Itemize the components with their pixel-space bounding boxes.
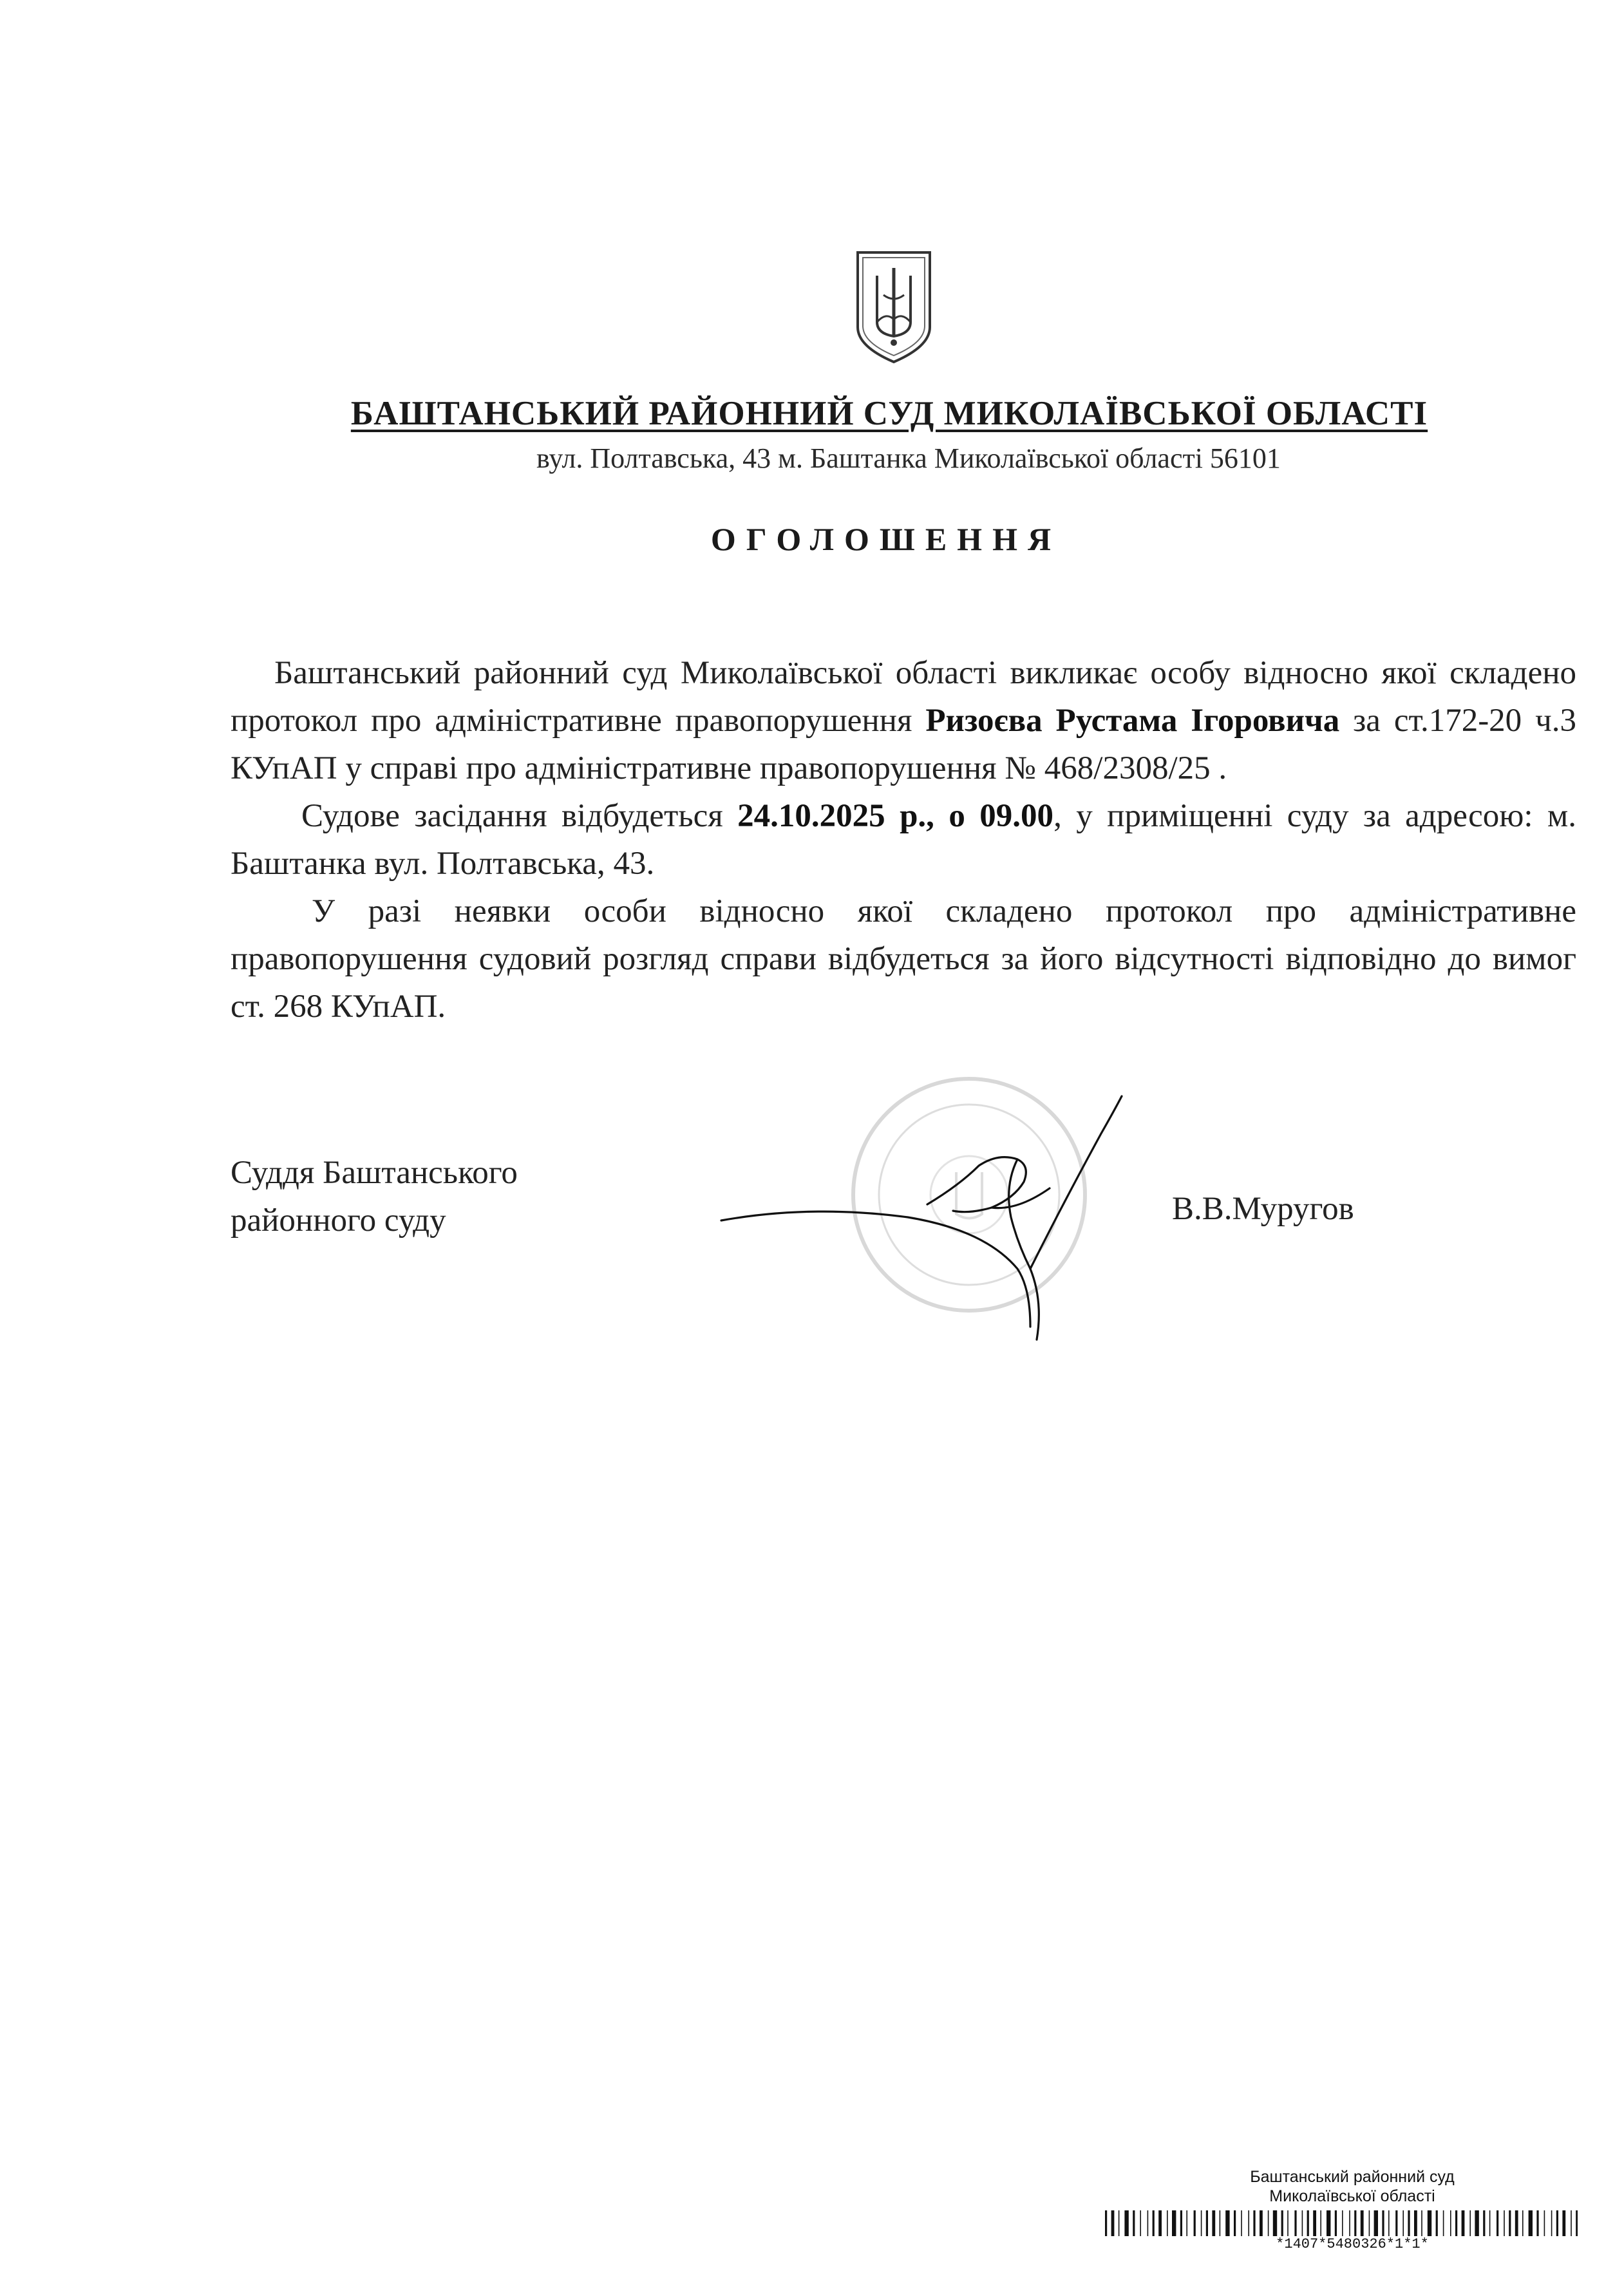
footer-court-label: [1198, 2167, 1507, 2206]
summons-text-start: Баштанський районний суд Миколаївської області викликає особу відносно якої складено протокол про адміністративне правопорушення: [231, 655, 1576, 739]
barcode-bar: [1562, 2210, 1565, 2236]
barcode-bar: [1475, 2210, 1478, 2236]
barcode-bar: [1260, 2210, 1263, 2236]
barcode-bar: [1119, 2210, 1120, 2236]
court-stamp-icon: [853, 1079, 1085, 1311]
barcode-bar: [1133, 2210, 1135, 2236]
judge-position-line1: Суддя Баштанського: [231, 1155, 518, 1191]
announcement-body: [231, 649, 1576, 1030]
barcode-bar: [1576, 2210, 1578, 2236]
judge-position-line2: районного суду: [231, 1202, 446, 1239]
barcode-bar: [1186, 2210, 1187, 2236]
barcode-bar: [1268, 2210, 1269, 2236]
barcode-bar: [1450, 2210, 1451, 2236]
barcode-bar: [1544, 2210, 1545, 2236]
barcode-bar: [1374, 2210, 1378, 2236]
barcode-bar: [1489, 2210, 1491, 2236]
barcode-bar: [1241, 2210, 1242, 2236]
barcode-bar: [1273, 2210, 1277, 2236]
barcode-bar: [1571, 2210, 1572, 2236]
barcode-bar: [1220, 2210, 1221, 2236]
barcode-bar: [1320, 2210, 1321, 2236]
footer-label-line1: Баштанський районний суд: [1250, 2168, 1455, 2186]
summons-text-end: за ст.172-20 ч.3 КУпАП у справі про адміністративне правопорушення № 468/2308/25 .: [231, 703, 1576, 786]
barcode-bar: [1469, 2210, 1471, 2236]
barcode-bar: [1395, 2210, 1397, 2236]
barcode-bar: [1515, 2210, 1518, 2236]
barcode-bar: [1313, 2210, 1316, 2236]
barcode-bar: [1361, 2210, 1364, 2236]
barcode-bar: [1111, 2210, 1115, 2236]
barcode-bar: [1153, 2210, 1155, 2236]
document-title: ОГОЛОШЕННЯ: [710, 521, 1062, 557]
barcode-bar: [1212, 2210, 1215, 2236]
offender-name: Ризоєва Рустама Ігоровича: [925, 703, 1340, 739]
paragraph-summons: [231, 649, 1576, 792]
barcode-bar: [1428, 2210, 1431, 2236]
barcode-bar: [1354, 2210, 1356, 2236]
hearing-text-end: , у приміщенні суду за адресою: м. Баштанка вул. Полтавська, 43.: [231, 798, 1577, 882]
barcode-bar: [1556, 2210, 1558, 2236]
barcode-bar: [1529, 2210, 1533, 2236]
barcode-bar: [1402, 2210, 1404, 2236]
barcode-bar: [1172, 2210, 1176, 2236]
paragraph-hearing: [231, 792, 1576, 887]
barcode-bar: [1234, 2210, 1236, 2236]
barcode-bar: [1327, 2210, 1330, 2236]
barcode-bar: [1342, 2210, 1343, 2236]
court-name-heading: [0, 394, 1624, 433]
barcode-bar: [1522, 2210, 1524, 2236]
barcode-bar: [1443, 2210, 1444, 2236]
barcode-bar: [1194, 2210, 1196, 2236]
barcode-bar: [1414, 2210, 1417, 2236]
barcode-bar: [1455, 2210, 1457, 2236]
judge-name: В.В.Муругов: [1172, 1191, 1354, 1227]
barcode-bar: [1349, 2210, 1350, 2236]
document-barcode: [1105, 2210, 1578, 2236]
judge-signature-icon: [721, 1096, 1122, 1340]
judge-position: [231, 1149, 518, 1244]
barcode-bar: [1551, 2210, 1553, 2236]
barcode-bar: [1167, 2210, 1168, 2236]
court-address: вул. Полтавська, 43 м. Баштанка Миколаївської області 56101: [536, 442, 1281, 474]
barcode-bar: [1436, 2210, 1438, 2236]
barcode-bar: [1369, 2210, 1370, 2236]
barcode-bar: [1180, 2210, 1182, 2236]
barcode-bar: [1504, 2210, 1505, 2236]
barcode-bar: [1536, 2210, 1538, 2236]
barcode-bar: [1201, 2210, 1202, 2236]
barcode-bar: [1124, 2210, 1128, 2236]
barcode-bar: [1140, 2210, 1141, 2236]
barcode-bar: [1483, 2210, 1485, 2236]
barcode-bar: [1302, 2210, 1303, 2236]
trident-emblem-icon: [854, 250, 934, 365]
barcode-bar: [1294, 2210, 1296, 2236]
barcode-bar: [1462, 2210, 1465, 2236]
court-stamp-and-signature: [715, 1056, 1133, 1359]
barcode-bar: [1206, 2210, 1208, 2236]
barcode-bar: [1497, 2210, 1498, 2236]
barcode-bar: [1408, 2210, 1410, 2236]
barcode-bar: [1388, 2210, 1390, 2236]
barcode-bar: [1281, 2210, 1283, 2236]
barcode-bar: [1335, 2210, 1337, 2236]
barcode-number: *1407*5480326*1*1*: [1276, 2237, 1429, 2248]
hearing-date: 24.10.2025 р., о 09.00: [737, 798, 1054, 834]
barcode-bar: [1382, 2210, 1384, 2236]
barcode-bar: [1421, 2210, 1422, 2236]
barcode-bar: [1225, 2210, 1229, 2236]
barcode-bar: [1307, 2210, 1309, 2236]
barcode-bar: [1287, 2210, 1289, 2236]
footer-label-line2: Миколаївської області: [1269, 2187, 1435, 2205]
barcode-bar: [1248, 2210, 1249, 2236]
barcode-bar: [1253, 2210, 1255, 2236]
barcode-bar: [1509, 2210, 1511, 2236]
barcode-bar: [1105, 2210, 1107, 2236]
barcode-bar: [1158, 2210, 1162, 2236]
hearing-text-start: Судове засідання відбудеться: [301, 798, 738, 834]
barcode-bar: [1147, 2210, 1149, 2236]
paragraph-absence: У разі неявки особи відносно якої складено протокол про адміністративне правопорушення судовий розгляд справи відбудеться за його відсутності відповідно до вимог ст. 268 КУпАП.: [231, 893, 1576, 1025]
court-name-text: БАШТАНСЬКИЙ РАЙОННИЙ СУД МИКОЛАЇВСЬКОЇ ОБЛАСТІ: [350, 395, 1428, 432]
